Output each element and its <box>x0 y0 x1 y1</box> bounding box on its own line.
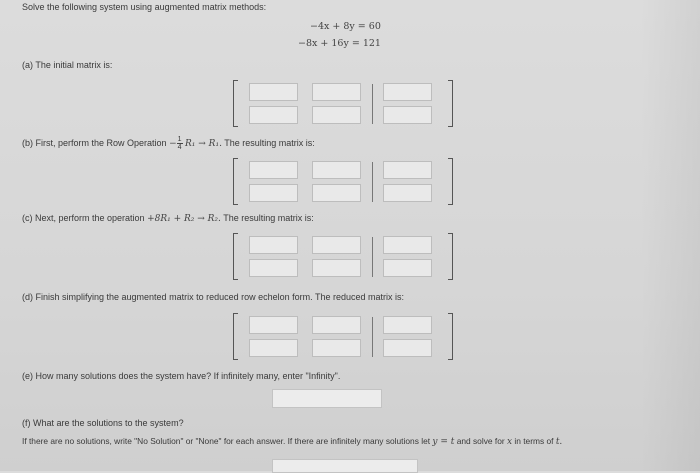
part-c-label <box>22 213 314 224</box>
matrix-c-left-bracket <box>233 233 238 280</box>
matrix-a-augment-bar <box>372 84 373 124</box>
matrix-b-left-bracket <box>233 158 238 205</box>
solution-count-input[interactable] <box>272 389 382 408</box>
matrix-a-right-bracket <box>448 80 453 127</box>
matrix-b-r2c1-input[interactable] <box>249 184 298 202</box>
matrix-c-right-bracket <box>448 233 453 280</box>
matrix-a-r2c2-input[interactable] <box>312 106 361 124</box>
matrix-b-right-bracket <box>448 158 453 205</box>
matrix-b-augment-bar <box>372 162 373 202</box>
matrix-a-r2c1-input[interactable] <box>249 106 298 124</box>
matrix-c-augment-bar <box>372 237 373 277</box>
part-c-prefix: (c) Next, perform the operation <box>22 213 145 223</box>
matrix-c-r2c2-input[interactable] <box>312 259 361 277</box>
equation-1: −4x + 8y = 60 <box>310 21 381 32</box>
part-f-instructions <box>22 436 562 447</box>
matrix-d-r1c2-input[interactable] <box>312 316 361 334</box>
matrix-d-left-bracket <box>233 313 238 360</box>
part-b-suffix: The resulting matrix is: <box>224 137 315 148</box>
matrix-d-r2c2-input[interactable] <box>312 339 361 357</box>
matrix-d-augment-bar <box>372 317 373 357</box>
part-f-instr-suffix: in terms of <box>514 436 554 446</box>
part-f-instr-mid: and solve for <box>456 436 505 446</box>
part-b-op-sign: − <box>169 138 177 149</box>
part-b-operation: R₁ → R₁. <box>185 138 222 149</box>
part-f-instr-prefix: If there are no solutions, write "No Solution" or "None" for each answer. If there are infinitely many solutions let <box>22 436 431 446</box>
part-b-label <box>22 136 315 151</box>
matrix-c-r1c2-input[interactable] <box>312 236 361 254</box>
matrix-a-r2c3-input[interactable] <box>383 106 432 124</box>
part-f-var-x: x <box>506 437 513 447</box>
matrix-a-r1c3-input[interactable] <box>383 83 432 101</box>
matrix-c-r2c1-input[interactable] <box>249 259 298 277</box>
matrix-d-r2c3-input[interactable] <box>383 339 432 357</box>
part-b-fraction: $\frac{1}{4}$ <box>177 136 182 151</box>
part-c-operation: +8R₁ + R₂ → R₂. <box>147 214 221 224</box>
matrix-c-r2c3-input[interactable] <box>383 259 432 277</box>
part-b-prefix: (b) First, perform the Row Operation <box>22 137 167 148</box>
part-f-label: (f) What are the solutions to the system? <box>22 418 184 428</box>
matrix-d-r2c1-input[interactable] <box>249 339 298 357</box>
matrix-b-r1c1-input[interactable] <box>249 161 298 179</box>
equation-2: −8x + 16y = 121 <box>298 38 381 49</box>
matrix-d-right-bracket <box>448 313 453 360</box>
matrix-b-r1c3-input[interactable] <box>383 161 432 179</box>
matrix-c-r1c3-input[interactable] <box>383 236 432 254</box>
matrix-b-r1c2-input[interactable] <box>312 161 361 179</box>
matrix-d-r1c1-input[interactable] <box>249 316 298 334</box>
page-shade <box>640 0 700 471</box>
matrix-b-r2c3-input[interactable] <box>383 184 432 202</box>
problem-header: Solve the following system using augmented matrix methods: <box>22 2 267 12</box>
matrix-a-r1c1-input[interactable] <box>249 83 298 101</box>
part-c-suffix: The resulting matrix is: <box>223 213 314 223</box>
matrix-d-r1c3-input[interactable] <box>383 316 432 334</box>
part-f-var-t: t. <box>555 437 563 447</box>
matrix-c-r1c1-input[interactable] <box>249 236 298 254</box>
matrix-b-r2c2-input[interactable] <box>312 184 361 202</box>
matrix-a-left-bracket <box>233 80 238 127</box>
part-d-label: (d) Finish simplifying the augmented matrix to reduced row echelon form. The reduced matrix is: <box>22 292 404 302</box>
part-e-label: (e) How many solutions does the system have? If infinitely many, enter "Infinity". <box>22 371 341 381</box>
part-f-var-y: y = t <box>432 437 455 447</box>
matrix-a-r1c2-input[interactable] <box>312 83 361 101</box>
part-a-label: (a) The initial matrix is: <box>22 60 113 70</box>
